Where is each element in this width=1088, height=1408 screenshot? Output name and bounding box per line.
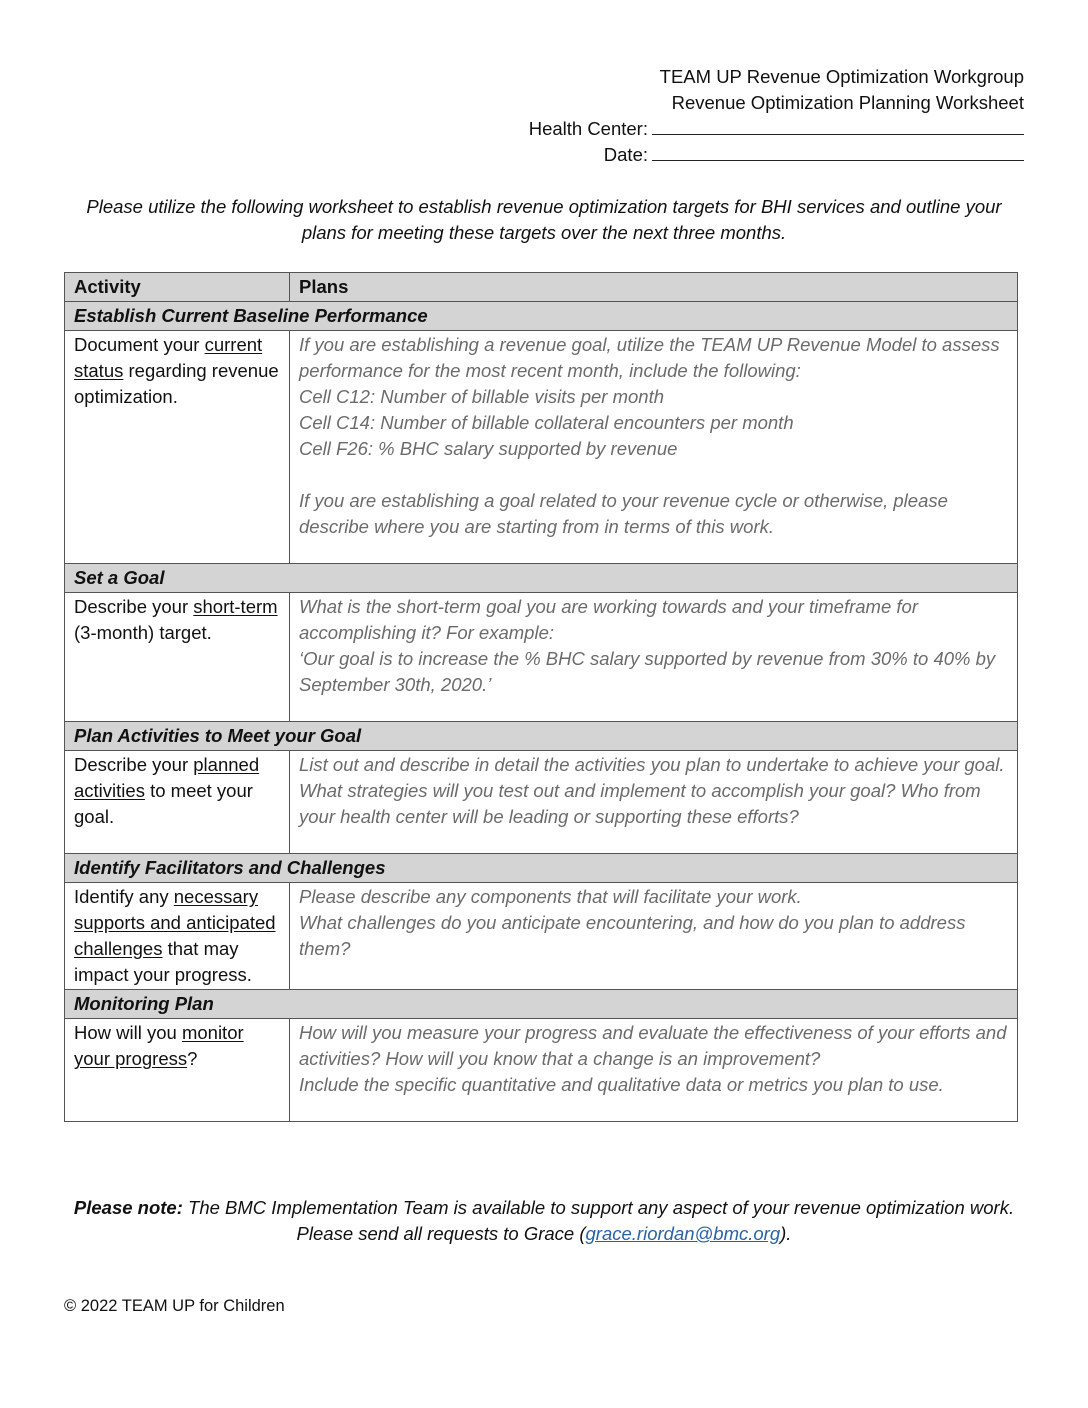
underlined-term: monitor your progress (74, 1022, 244, 1069)
section-heading-goal: Set a Goal (65, 564, 1018, 593)
plan-text: If you are establishing a revenue goal, utilize the TEAM UP Revenue Model to assess performance for the most recent month, include the following: (299, 334, 1000, 381)
plan-text: If you are establishing a goal related to your revenue cycle or otherwise, please describe where you are starting from in terms of this work. (299, 490, 948, 537)
activity-cell-activities: Describe your planned activities to meet your goal. (65, 751, 290, 854)
table-row-facilitators (65, 883, 1018, 990)
note-label: Please note: (73, 1197, 183, 1218)
plan-text: Please describe any components that will facilitate your work. (299, 886, 802, 907)
table-row-monitoring (65, 1019, 1018, 1122)
date-label: Date: (603, 144, 648, 165)
plan-text: How will you measure your progress and evaluate the effectiveness of your efforts and activities? How will you know that a change is an improvement? (299, 1022, 1007, 1069)
plan-text: What is the short-term goal you are working towards and your timeframe for accomplishing it? For example: (299, 596, 918, 643)
health-center-label: Health Center: (528, 118, 648, 139)
document-header (529, 64, 1024, 168)
section-heading-activities: Plan Activities to Meet your Goal (65, 722, 1018, 751)
plan-text: Cell C12: Number of billable visits per month (299, 386, 665, 407)
underlined-term: planned activities (74, 754, 260, 801)
workgroup-title: TEAM UP Revenue Optimization Workgroup (659, 66, 1024, 87)
plan-text: Cell C14: Number of billable collateral encounters per month (299, 412, 794, 433)
table-header-row (65, 273, 1018, 302)
column-header-activity: Activity (65, 273, 290, 302)
intro-instructions: Please utilize the following worksheet to establish revenue optimization targets for BHI services and outline your plans for meeting these targets over the next three months. (86, 196, 1002, 243)
plan-text: Cell F26: % BHC salary supported by revenue (299, 438, 678, 459)
plan-cell-goal[interactable] (290, 593, 1018, 722)
note-end: ). (780, 1223, 792, 1244)
plan-spacer (299, 462, 1008, 488)
underlined-term: status (74, 360, 124, 381)
underlined-term: necessary supports and anticipated challenges (74, 886, 276, 959)
underlined-term: short-term (193, 596, 278, 617)
note-text: The BMC Implementation Team is available to support any aspect of your revenue optimization work. Please send all requests to Grace ( (182, 1197, 1015, 1244)
section-heading-monitoring: Monitoring Plan (65, 990, 1018, 1019)
plan-cell-monitoring[interactable] (290, 1019, 1018, 1122)
plan-text: Include the specific quantitative and qualitative data or metrics you plan to use. (299, 1074, 944, 1095)
section-row-facilitators (65, 854, 1018, 883)
activity-cell-monitoring: How will you monitor your progress? (65, 1019, 290, 1122)
section-heading-baseline: Establish Current Baseline Performance (65, 302, 1018, 331)
copyright-footer: © 2022 TEAM UP for Children (64, 1297, 285, 1315)
plan-cell-activities[interactable] (290, 751, 1018, 854)
section-row-monitoring (65, 990, 1018, 1019)
plan-cell-facilitators[interactable] (290, 883, 1018, 990)
section-row-goal (65, 564, 1018, 593)
plan-text: ‘Our goal is to increase the % BHC salary supported by revenue from 30% to 40% by September 30th, 2020.’ (299, 648, 996, 695)
date-blank-line[interactable] (652, 143, 1024, 161)
activity-cell-goal: Describe your short-term (3-month) target. (65, 593, 290, 722)
health-center-blank-line[interactable] (652, 117, 1024, 135)
table-row-goal (65, 593, 1018, 722)
activity-cell-facilitators: Identify any necessary supports and anticipated challenges that may impact your progress. (65, 883, 290, 990)
health-center-row (529, 116, 1024, 142)
plan-text: What challenges do you anticipate encountering, and how do you plan to address them? (299, 912, 966, 959)
plan-cell-baseline[interactable] (290, 331, 1018, 564)
support-note (70, 1195, 1018, 1247)
section-row-activities (65, 722, 1018, 751)
activity-cell-baseline: Document your current status regarding revenue optimization. (65, 331, 290, 564)
underlined-term: current (204, 334, 263, 355)
date-row (529, 142, 1024, 168)
plan-text: List out and describe in detail the activities you plan to undertake to achieve your goal. What strategies will you test out and implement to accomplish your goal? Who from your health center will be leading or supporting these efforts? (299, 754, 1005, 827)
column-header-plans: Plans (290, 273, 1018, 302)
section-heading-facilitators: Identify Facilitators and Challenges (65, 854, 1018, 883)
worksheet-table (64, 272, 1018, 1122)
email-link[interactable]: grace.riordan@bmc.org (585, 1223, 781, 1244)
worksheet-title: Revenue Optimization Planning Worksheet (671, 92, 1024, 113)
table-row-baseline (65, 331, 1018, 564)
table-row-activities (65, 751, 1018, 854)
section-row-baseline (65, 302, 1018, 331)
